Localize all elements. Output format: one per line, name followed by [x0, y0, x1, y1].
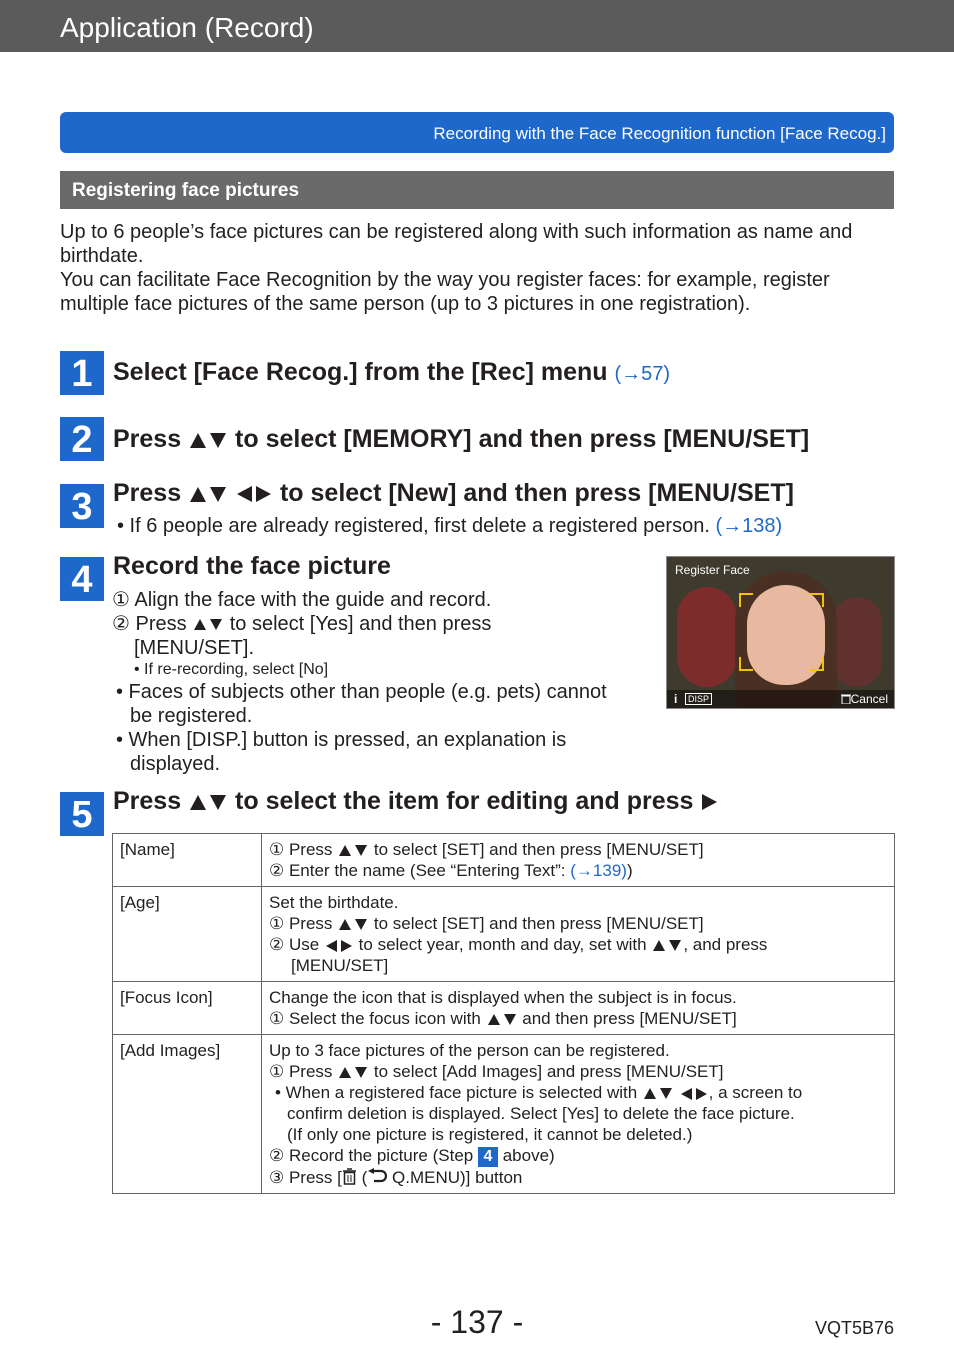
edit-items-table	[112, 833, 895, 1194]
row-age-l1-post: to select [SET] and then press [MENU/SET]	[373, 914, 704, 933]
flowers-decoration	[832, 597, 882, 687]
up-arrow-icon	[339, 919, 351, 930]
face-frame-corner	[810, 657, 824, 671]
row-age-l2-post: , and press	[683, 935, 768, 954]
step-4-instructions	[112, 588, 607, 776]
flowers-decoration	[677, 587, 737, 687]
left-arrow-icon	[326, 940, 337, 952]
disp-icon: DISP	[685, 693, 712, 705]
down-arrow-icon	[504, 1014, 516, 1025]
step-3-ref-link[interactable]: (→138)	[715, 515, 783, 537]
right-arrow-icon	[256, 486, 271, 502]
return-arrow-icon	[367, 1168, 387, 1185]
step-3-text: to select [New] and then press [MENU/SET]	[279, 479, 794, 507]
intro-line-1: Up to 6 people’s face pictures can be registered along with such information as name and birthdate.	[60, 221, 853, 267]
row-add-l1-pre: ① Press	[269, 1062, 333, 1081]
row-name-l1-pre: ① Press	[269, 840, 333, 859]
row-name-l2: ② Enter the name (See “Entering Text”:	[269, 861, 566, 880]
step-4-bullet-1: • Faces of subjects other than people (e.g. pets) cannot	[116, 681, 607, 703]
section-heading	[60, 171, 894, 209]
intro-line-2: You can facilitate Face Recognition by the way you register faces: for example, register multiple face pictures of the same person (up to 3 pictures in one registration).	[60, 269, 830, 315]
right-arrow-icon	[341, 940, 352, 952]
document-code: VQT5B76	[814, 1318, 894, 1338]
face-frame-corner	[739, 657, 753, 671]
down-arrow-icon	[355, 845, 367, 856]
down-arrow-icon	[210, 619, 222, 630]
step-4-number: 4	[60, 557, 104, 601]
trash-icon	[342, 1168, 357, 1185]
row-add-l0: Up to 3 face pictures of the person can be registered.	[269, 1041, 670, 1060]
row-age-l2-mid: to select year, month and day, set with	[358, 935, 647, 954]
down-arrow-icon	[210, 795, 226, 810]
up-arrow-icon	[644, 1088, 656, 1099]
up-arrow-icon	[190, 487, 206, 502]
table-key: [Age]	[113, 887, 262, 982]
down-arrow-icon	[355, 1067, 367, 1078]
step-4-bullet-2: • When [DISP.] button is pressed, an explanation is	[116, 729, 567, 751]
step-2-text: to select [MEMORY] and then press [MENU/SET]	[235, 425, 810, 453]
up-arrow-icon	[190, 795, 206, 810]
step-4-title: Record the face picture	[113, 552, 391, 580]
step-1-title-text: Select [Face Recog.] from the [Rec] menu	[113, 358, 608, 386]
step-1-ref-link[interactable]: (→57)	[614, 363, 671, 385]
row-age-l3: [MENU/SET]	[291, 956, 389, 975]
step-4-chip: 4	[478, 1147, 498, 1167]
step-3-number: 3	[60, 484, 104, 528]
row-age-l2-pre: ② Use	[269, 935, 320, 954]
row-add-b1-l2: confirm deletion is displayed. Select [Yes] to delete the face picture.	[287, 1104, 795, 1123]
row-age-l0: Set the birthdate.	[269, 893, 399, 912]
right-arrow-icon	[696, 1088, 707, 1100]
down-arrow-icon	[210, 487, 226, 502]
step-3-note	[117, 514, 782, 538]
screen-caption: Register Face	[675, 563, 750, 577]
left-arrow-icon	[237, 486, 252, 502]
page-number: - 137 -	[430, 1304, 524, 1340]
row-add-l2-pre: ② Record the picture (Step	[269, 1146, 474, 1165]
up-arrow-icon	[339, 845, 351, 856]
step-4-sub2	[112, 612, 607, 636]
step-4-sub2-note: • If re-recording, select [No]	[134, 661, 329, 678]
row-focus-l0: Change the icon that is displayed when the subject is in focus.	[269, 988, 737, 1007]
down-arrow-icon	[669, 940, 681, 951]
row-name-l1-post: to select [SET] and then press [MENU/SET]	[373, 840, 704, 859]
cancel-text: Cancel	[850, 692, 888, 706]
table-row	[113, 982, 895, 1035]
step-4-sub2-text: to select [Yes] and then press	[229, 613, 492, 635]
step-5-text: to select the item for editing and press	[235, 787, 694, 815]
up-arrow-icon	[653, 940, 665, 951]
table-value	[262, 982, 895, 1035]
row-add-l2-post: above)	[502, 1146, 555, 1165]
step-2-number: 2	[60, 417, 104, 461]
left-arrow-icon	[681, 1088, 692, 1100]
table-key: [Add Images]	[113, 1035, 262, 1194]
table-value	[262, 834, 895, 887]
table-key: [Focus Icon]	[113, 982, 262, 1035]
page-header-title: Application (Record)	[60, 12, 314, 43]
top-header	[0, 0, 954, 52]
face-frame-corner	[810, 593, 824, 607]
row-focus-l1-post: and then press [MENU/SET]	[522, 1009, 737, 1028]
step-4-sub2-press: ② Press	[112, 613, 187, 635]
step-3-note-text: • If 6 people are already registered, first delete a registered person.	[117, 515, 710, 537]
down-arrow-icon	[660, 1088, 672, 1099]
step-5-title	[113, 787, 719, 816]
step-5-number: 5	[60, 792, 104, 836]
step-4-sub1: ① Align the face with the guide and record.	[112, 589, 492, 611]
row-focus-l1-pre: ① Select the focus icon with	[269, 1009, 481, 1028]
step-4-bullet-1-cont: be registered.	[130, 705, 253, 727]
step-4-sub2-cont: [MENU/SET].	[134, 637, 255, 659]
step-1-title	[113, 358, 670, 387]
step-3-title	[113, 479, 794, 508]
row-age-l1-pre: ① Press	[269, 914, 333, 933]
row-add-l1-post: to select [Add Images] and press [MENU/SET]	[373, 1062, 724, 1081]
step-4-bullet-2-cont: displayed.	[130, 753, 221, 775]
up-arrow-icon	[339, 1067, 351, 1078]
table-row	[113, 887, 895, 982]
row-add-b1-l3: (If only one picture is registered, it cannot be deleted.)	[287, 1125, 693, 1144]
topic-bar-text: Recording with the Face Recognition function [Face Recog.]	[433, 124, 886, 143]
trash-icon	[841, 693, 851, 704]
step-1-number: 1	[60, 351, 104, 395]
step-3-press: Press	[113, 479, 182, 507]
topic-bar	[60, 112, 894, 153]
row-add-l3-pre: ③ Press [	[269, 1168, 342, 1187]
face-frame-corner	[739, 593, 753, 607]
table-value	[262, 1035, 895, 1194]
step-2-press: Press	[113, 425, 182, 453]
step-5-press: Press	[113, 787, 182, 815]
up-arrow-icon	[488, 1014, 500, 1025]
section-heading-text: Registering face pictures	[72, 180, 300, 201]
row-name-ref-link[interactable]: (→139)	[570, 861, 627, 880]
row-add-b1-pre: • When a registered face picture is selected with	[275, 1083, 638, 1102]
table-row	[113, 1035, 895, 1194]
row-add-b1-post: , a screen to	[708, 1083, 803, 1102]
up-arrow-icon	[190, 433, 206, 448]
up-arrow-icon	[194, 619, 206, 630]
table-row	[113, 834, 895, 887]
table-value	[262, 887, 895, 982]
table-key: [Name]	[113, 834, 262, 887]
row-name-l2-end: )	[626, 861, 633, 880]
info-icon: i	[674, 692, 678, 706]
row-add-l3-post: Q.MENU)] button	[392, 1168, 523, 1187]
register-face-screen-image	[666, 556, 895, 709]
right-arrow-icon	[702, 794, 717, 810]
intro-paragraph	[60, 220, 900, 316]
down-arrow-icon	[210, 433, 226, 448]
step-2-title	[113, 425, 809, 454]
row-add-l3-mid: (	[361, 1168, 368, 1187]
down-arrow-icon	[355, 919, 367, 930]
cancel-label	[841, 692, 888, 706]
